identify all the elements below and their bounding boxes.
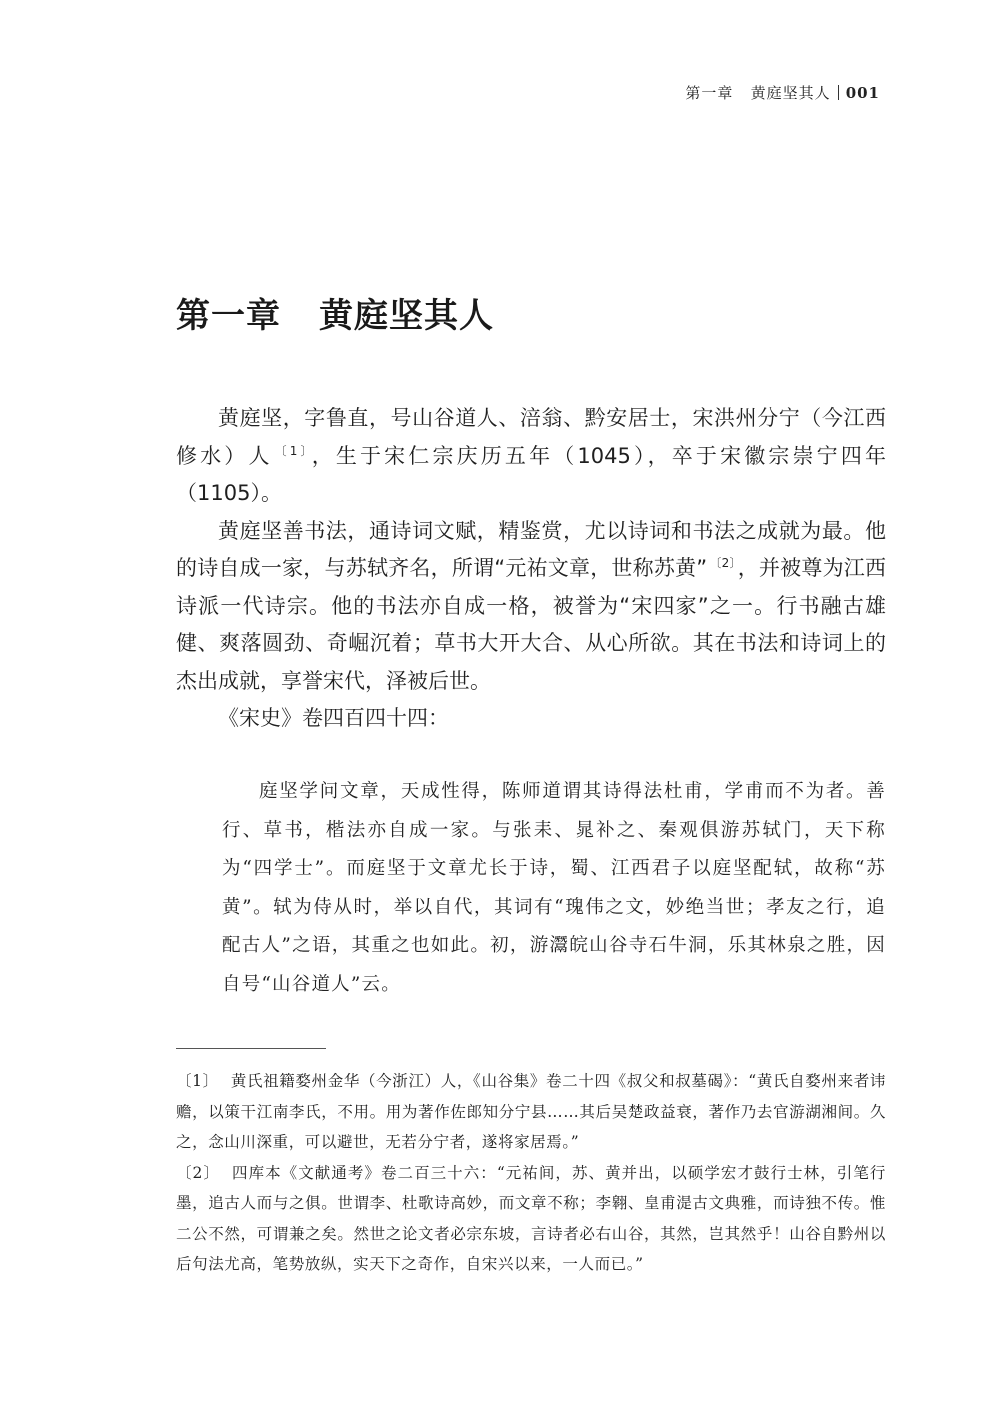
footnotes bbox=[176, 1066, 886, 1280]
footnote-1-mark: 〔1〕 bbox=[176, 1072, 219, 1090]
chapter-number: 第一章 bbox=[176, 296, 281, 336]
running-header bbox=[685, 82, 880, 103]
chapter-title bbox=[176, 288, 494, 337]
footnote-1 bbox=[176, 1066, 886, 1158]
paragraph-1-text-b: ，生于宋仁宗庆历五年（1045），卒于宋徽宗崇宁四年（1105）。 bbox=[176, 443, 886, 505]
header-divider bbox=[838, 85, 839, 100]
paragraph-2-text-b: ，并被尊为江西诗派一代诗宗。他的书法亦自成一格，被誉为“宋四家”之一。行书融古雄健、爽落圆劲、奇崛沉着；草书大开大合、从心所欲。其在书法和诗词上的杰出成就，享誉宋代，泽被后世。 bbox=[176, 556, 887, 693]
header-chapter: 第一章 bbox=[685, 84, 734, 102]
footnote-divider bbox=[176, 1048, 326, 1049]
quote-text: 庭坚学问文章，天成性得，陈师道谓其诗得法杜甫，学甫而不为者。善行、草书，楷法亦自成一家。与张耒、晁补之、秦观俱游苏轼门，天下称为“四学士”。而庭坚于文章尤长于诗，蜀、江西君子以庭坚配轼，故称“苏黄”。轼为侍从时，举以自代，其词有“瑰伟之文，妙绝当世；孝友之行，追配古人”之语，其重之也如此。初，游灊皖山谷寺石牛洞，乐其林泉之胜，因自号“山谷道人”云。 bbox=[222, 781, 886, 995]
footnote-ref-2[interactable]: 〔2〕 bbox=[709, 556, 736, 570]
paragraph-1-text-a: 黄庭坚，字鲁直，号山谷道人、涪翁、黔安居士，宋洪州分宁（今江西修水）人 bbox=[176, 406, 886, 468]
footnote-2-text: 四库本《文献通考》卷二百三十六：“元祐间，苏、黄并出，以硕学宏才鼓行士林，引笔行墨，追古人而与之俱。世谓李、杜歌诗高妙，而文章不称；李翱、皇甫湜古文典雅，而诗独不传。惟二公不然，可谓兼之矣。然世之论文者必宗东坡，言诗者必右山谷，其然，岂其然乎！山谷自黔州以后句法尤高，笔势放纵，实天下之奇作，自宋兴以来，一人而已。” bbox=[176, 1163, 886, 1273]
paragraph-1 bbox=[176, 400, 886, 513]
chapter-name: 黄庭坚其人 bbox=[319, 296, 494, 336]
header-title: 黄庭坚其人 bbox=[750, 84, 831, 102]
paragraph-3: 《宋史》卷四百四十四： bbox=[218, 706, 449, 730]
paragraph-2 bbox=[176, 513, 886, 701]
footnote-ref-1[interactable]: 〔1〕 bbox=[274, 443, 310, 458]
paragraph-2-text-a: 黄庭坚善书法，通诗词文赋，精鉴赏，尤以诗词和书法之成就为最。他的诗自成一家，与苏轼齐名，所谓“元祐文章，世称苏黄” bbox=[176, 518, 886, 580]
footnote-2 bbox=[176, 1158, 886, 1280]
body-text bbox=[176, 400, 886, 738]
quote-block bbox=[222, 773, 886, 1004]
footnote-1-text: 黄氏祖籍婺州金华（今浙江）人，《山谷集》卷二十四《叔父和叔墓碣》：“黄氏自婺州来者讳赡，以策干江南李氏，不用。用为著作佐郎知分宁县……其后吴楚政益衰，著作乃去官游湖湘间。久之，念山川深重，可以避世，无若分宁者，遂将家居焉。” bbox=[176, 1072, 886, 1151]
page-number: 001 bbox=[845, 84, 880, 102]
footnote-2-mark: 〔2〕 bbox=[176, 1163, 221, 1182]
